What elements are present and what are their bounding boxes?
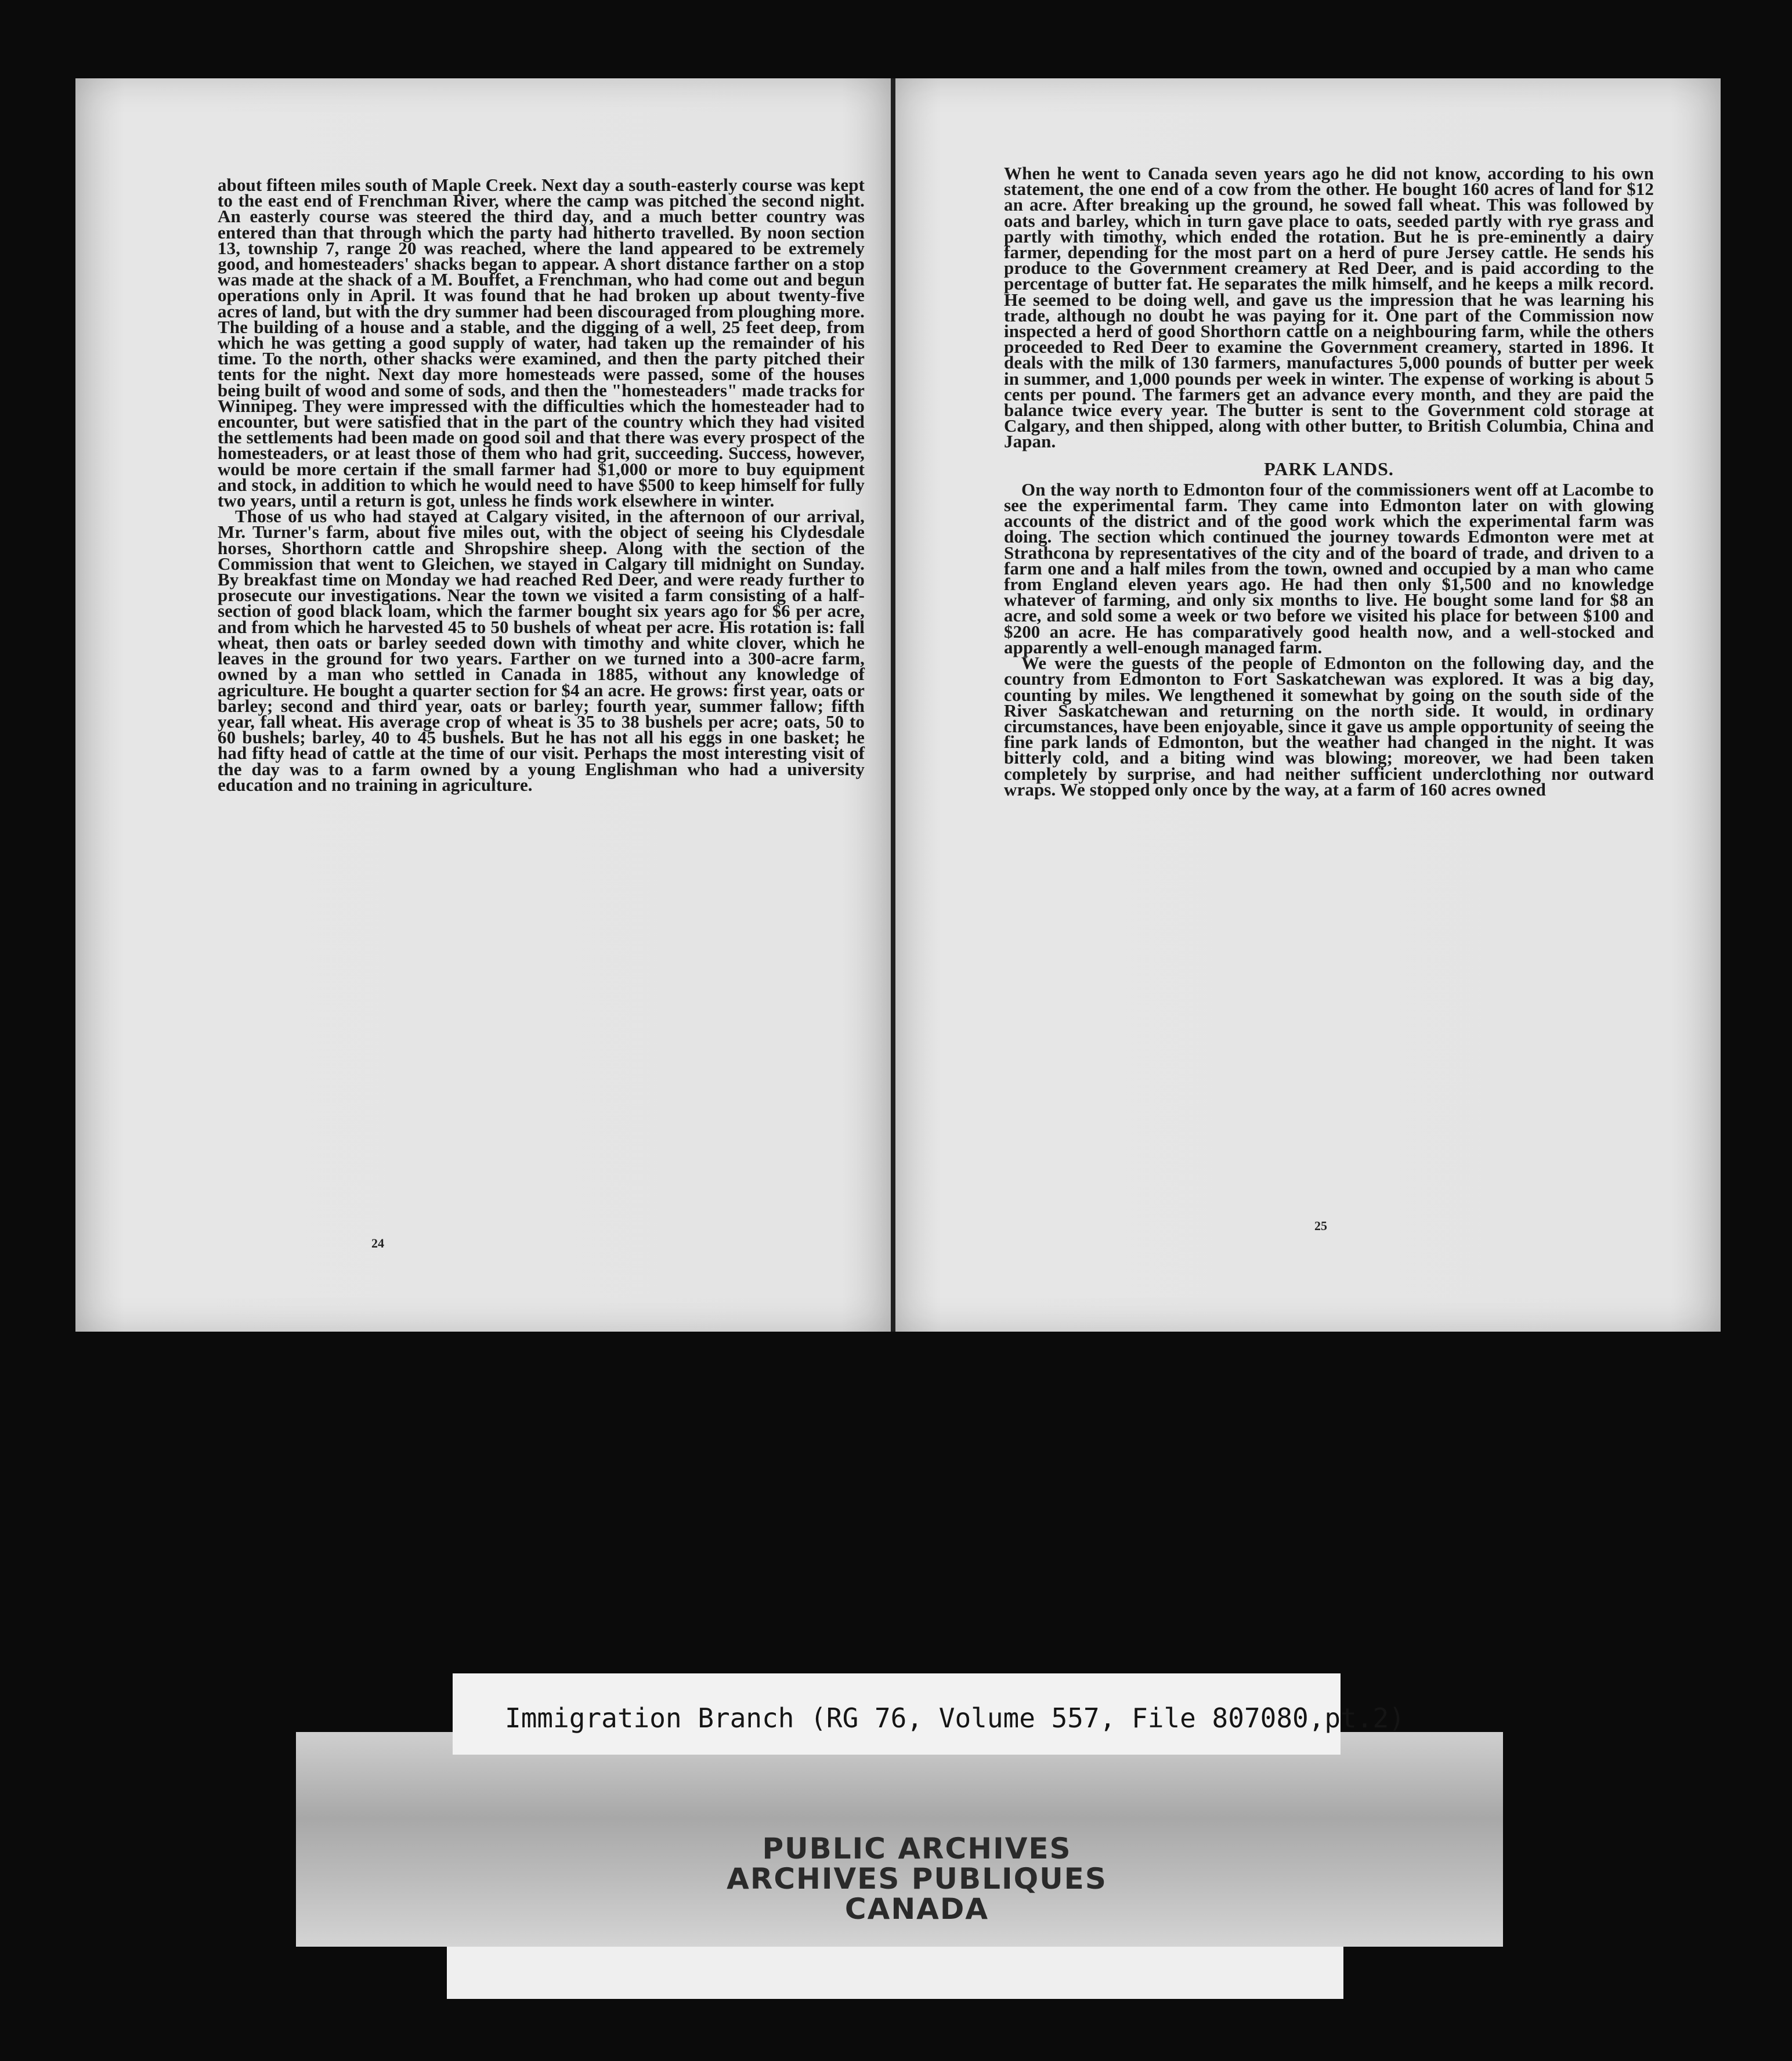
paragraph: On the way north to Edmonton four of the commissioners went off at Lacombe to see the experimental farm. They came into Edmonton later on with glowing accounts of the district and of the good work which the experimental farm was doing. The section which continued the journey towards Edmonton were met at Strathcona by representatives of the city and of the board of trade, and driven to a farm one and a half miles from the town, owned and occupied by a man who came from England eleven years ago. He had then only $1,500 and no knowledge whatever of farming, and only six months to live. He bought some land for $8 an acre, and sold some a week or two before we visited his place for between $100 and $200 an acre. He has comparatively good health now, and a well-stocked and apparently a well-enough managed farm. <box>1004 479 1654 657</box>
right-page <box>891 78 1721 1332</box>
archive-label-text: Immigration Branch (RG 76, Volume 557, File 807080,pt.2) <box>505 1702 1405 1734</box>
paragraph: When he went to Canada seven years ago he did not know, according to his own statement, the one end of a cow from the other. He bought 160 acres of land for $12 an acre. After breaking up the ground, he sowed fall wheat. This was followed by oats and barley, which in turn gave place to oats, seeded partly with rye grass and partly with timothy, which ended the rotation. But he is pre-eminently a dairy farmer, depending for the most part on a herd of pure Jersey cattle. He sends his produce to the Government creamery at Red Deer, and is paid according to the percentage of butter fat. He separates the milk himself, and he keeps a milk record. He seemed to be doing well, and gave us the impression that he was learning his trade, although no doubt he was paying for it. One part of the Commission now inspected a herd of good Shorthorn cattle on a neighbouring farm, while the others proceeded to Red Deer to examine the Government creamery, started in 1896. It deals with the milk of 130 farmers, manufactures 5,000 pounds of butter per week in summer, and 1,000 pounds per week in winter. The expense of working is about 5 cents per pound. The farmers get an advance every month, and they are paid the balance twice every year. The butter is sent to the Government cold storage at Calgary, and then shipped, along with other butter, to British Columbia, China and Japan. <box>1004 163 1654 452</box>
left-page-text <box>218 177 865 793</box>
stamp-line: ARCHIVES PUBLIQUES <box>727 1862 1107 1896</box>
archive-label <box>453 1673 1405 1755</box>
paragraph: We were the guests of the people of Edmonton on the following day, and the country from Edmonton to Fort Saskatchewan was explored. It was a big day, counting by miles. We lengthened it somewhat by going on the south side of the River Saskatchewan and returning on the north side. It would, in ordinary circumstances, have been enjoyable, since it gave us ample opportunity of seeing the fine park lands of Edmonton, but the weather had changed in the night. It was bitterly cold, and a biting wind was blowing; moreover, we had been taken completely by surprise, and had neither sufficient underclothing nor outward wraps. We stopped only once by the way, at a farm of 160 acres owned <box>1004 653 1654 800</box>
paragraph: Those of us who had stayed at Calgary visited, in the afternoon of our arrival, Mr. Turner's farm, about five miles out, with the object of seeing his Clydesdale horses, Shorthorn cattle and Shropshire sheep. Along with the section of the Commission that went to Gleichen, we stayed in Calgary till midnight on Sunday. By breakfast time on Monday we had reached Red Deer, and were ready further to prosecute our investigations. Near the town we visited a farm consisting of a half-section of good black loam, which the farmer bought six years ago for $6 per acre, and from which he harvested 45 to 50 bushels of wheat per acre. His rotation is: fall wheat, then oats or barley seeded down with timothy and white clover, which he leaves in the ground for two years. Farther on we turned into a 300-acre farm, owned by a man who settled in Canada in 1885, without any knowledge of agriculture. He bought a quarter section for $4 an acre. He grows: first year, oats or barley; second and third year, oats or barley; fourth year, summer fallow; fifth year, fall wheat. His average crop of wheat is 35 to 38 bushels per acre; oats, 50 to 60 bushels; barley, 40 to 45 bushels. But he has not all his eggs in one basket; he had fifty head of cattle at the time of our visit. Perhaps the most interesting visit of the day was to a farm owned by a young Englishman who had a university education and no training in agriculture. <box>218 506 865 795</box>
page-number: 25 <box>1314 1218 1327 1233</box>
left-page <box>75 78 891 1332</box>
archive-stamp <box>685 1834 1149 1932</box>
archive-strip-bottom <box>447 1947 1343 1999</box>
book-gutter <box>891 78 895 1332</box>
right-page-text <box>1004 163 1654 800</box>
paragraph: about fifteen miles south of Maple Creek. Next day a south-easterly course was kept to the east end of Frenchman River, where the camp was pitched the second night. An easterly course was steered the third day, and a much better country was entered than that through which the party had hitherto travelled. By noon section 13, township 7, range 20 was reached, where the land appeared to be extremely good, and homesteaders' shacks began to appear. A short distance farther on a stop was made at the shack of a M. Bouffet, a Frenchman, who had come out and begun operations only in April. It was found that he had broken up about twenty-five acres of land, but with the dry summer had been discouraged from ploughing more. The building of a house and a stable, and the digging of a well, 25 feet deep, from which he was getting a good supply of water, had taken up the remainder of his time. To the north, other shacks were examined, and then the party pitched their tents for the night. Next day more homesteads were passed, some of the houses being built of wood and some of sods, and then the "homesteaders" made tracks for Winnipeg. They were impressed with the difficulties which the homesteader had to encounter, but were satisfied that in the part of the country which they had visited the settlements had been made on good soil and that there was every prospect of the homesteaders, or at least those of them who had grit, succeeding. Success, however, would be more certain if the small farmer had $1,000 or more to buy equipment and stock, in addition to which he would need to have $500 to keep himself for fully two years, until a return is got, unless he finds work elsewhere in winter. <box>218 175 865 511</box>
stamp-line: PUBLIC ARCHIVES <box>762 1832 1072 1865</box>
section-heading: PARK LANDS. <box>1264 458 1394 479</box>
page-number: 24 <box>371 1236 384 1250</box>
stamp-line: CANADA <box>844 1892 989 1926</box>
